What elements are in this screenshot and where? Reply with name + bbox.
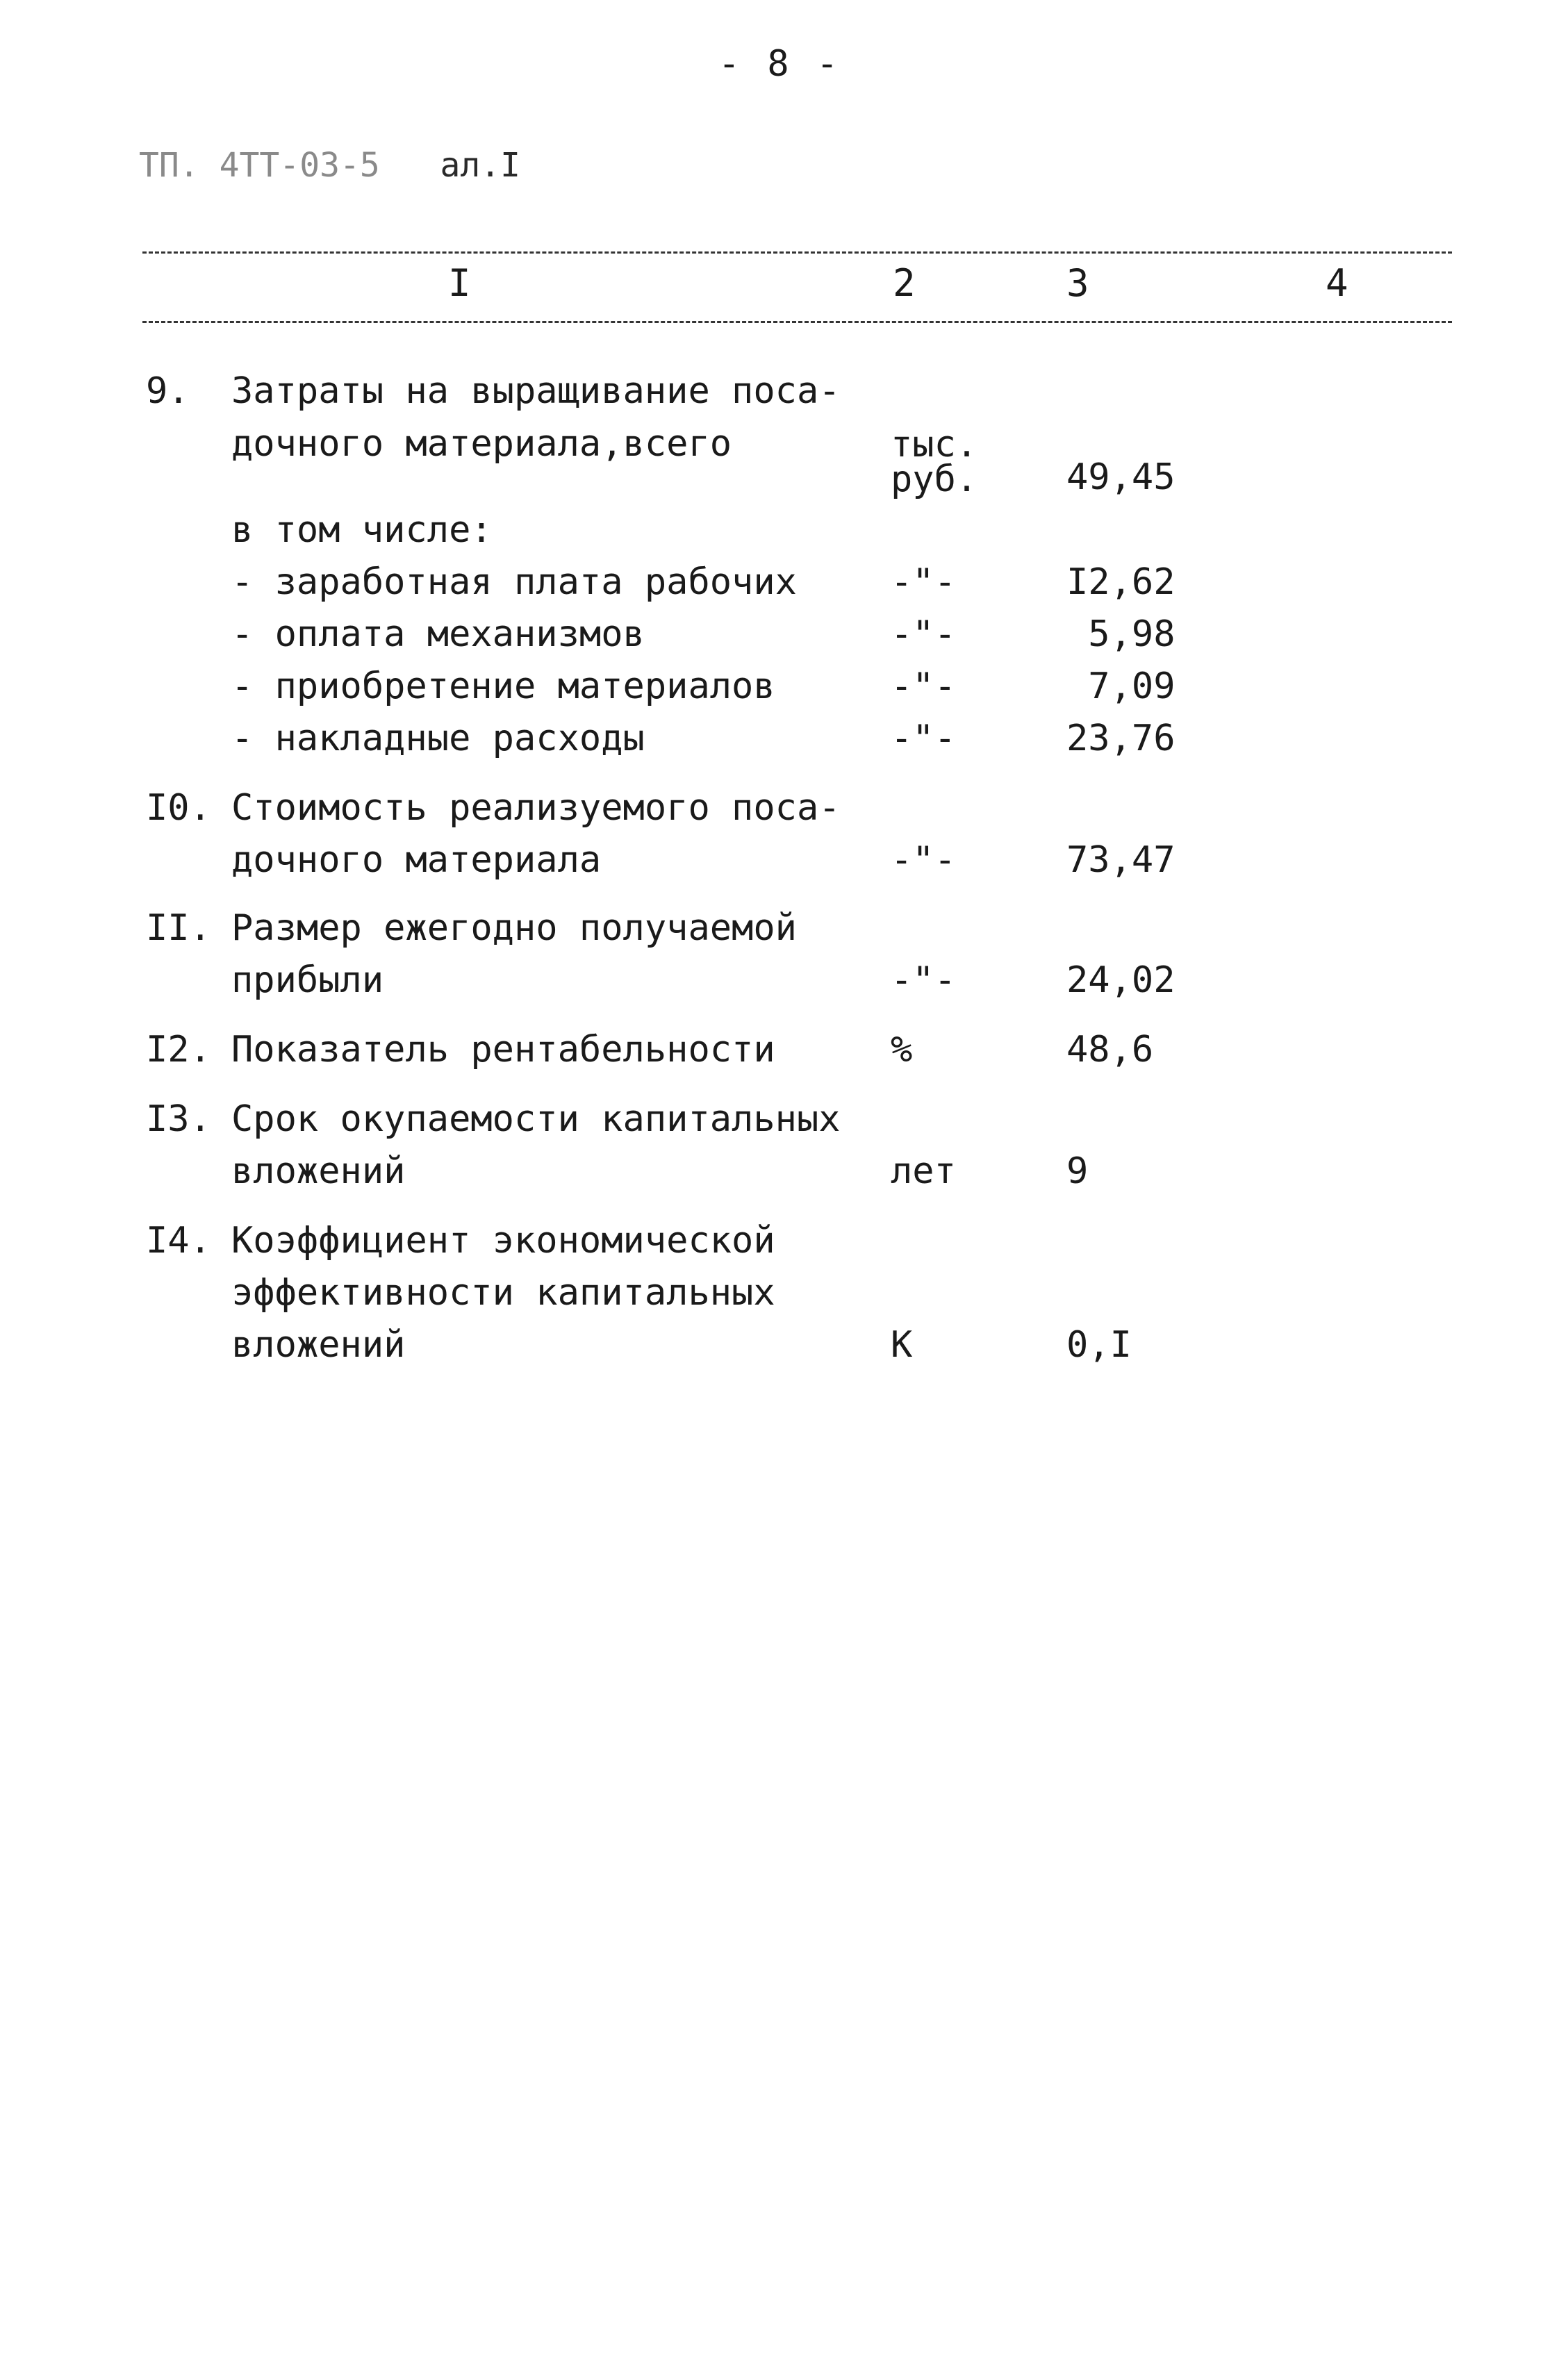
row-text: эффективности капитальных — [231, 1272, 775, 1314]
row-text: дочного материала,всего — [231, 423, 732, 465]
row-value: 7,09 — [1066, 666, 1176, 707]
row-text: - заработная плата рабочих — [231, 561, 797, 603]
page-number: - 8 - — [718, 43, 841, 85]
table-header-rule — [142, 321, 1452, 323]
row-value: 9 — [1066, 1150, 1089, 1192]
row-value: 24,02 — [1066, 959, 1176, 1001]
document-code — [139, 146, 520, 185]
column-header-2: 2 — [893, 261, 916, 305]
document-code-suffix: ал.I — [440, 146, 521, 185]
row-unit: -"- — [891, 718, 956, 759]
sub-header: в том числе: — [231, 509, 493, 551]
row-number: I3. — [146, 1098, 211, 1140]
row-text: - приобретение материалов — [231, 666, 775, 707]
row-text: Стоимость реализуемого поса- — [231, 787, 841, 829]
row-text: вложений — [231, 1150, 406, 1192]
row-text: прибыли — [231, 959, 384, 1001]
row-text: Размер ежегодно получаемой — [231, 907, 797, 949]
row-text: дочного материала — [231, 839, 602, 881]
row-unit: -"- — [891, 613, 956, 655]
row-value: 23,76 — [1066, 718, 1176, 759]
row-unit: -"- — [891, 959, 956, 1001]
row-value: 48,6 — [1066, 1029, 1154, 1071]
row-value: 49,45 — [1066, 456, 1176, 498]
row-value: 0,I — [1066, 1324, 1132, 1366]
row-number: I2. — [146, 1029, 211, 1071]
row-text: - накладные расходы — [231, 718, 645, 759]
row-unit: -"- — [891, 666, 956, 707]
row-value: I2,62 — [1066, 561, 1176, 603]
row-number: I4. — [146, 1220, 211, 1262]
row-text: Показатель рентабельности — [231, 1029, 775, 1071]
table-top-rule — [142, 251, 1452, 254]
row-unit: % — [891, 1029, 913, 1071]
row-unit: тыс. руб. — [891, 424, 978, 500]
row-unit: лет — [891, 1150, 956, 1192]
column-header-1: I — [448, 261, 471, 305]
row-number: I0. — [146, 787, 211, 829]
column-header-3: 3 — [1066, 261, 1089, 305]
document-code-faded: ТП. 4ТТ-03-5 — [139, 146, 380, 185]
row-text: Коэффициент экономической — [231, 1220, 775, 1262]
row-unit: -"- — [891, 561, 956, 603]
row-unit: К — [891, 1324, 913, 1366]
row-text: вложений — [231, 1324, 406, 1366]
row-value: 5,98 — [1066, 613, 1176, 655]
row-unit: -"- — [891, 839, 956, 881]
row-number: II. — [146, 907, 211, 949]
column-header-4: 4 — [1326, 261, 1348, 305]
row-text: - оплата механизмов — [231, 613, 645, 655]
row-text: Срок окупаемости капитальных — [231, 1098, 841, 1140]
row-text: Затраты на выращивание поса- — [231, 370, 841, 412]
row-value: 73,47 — [1066, 839, 1176, 881]
row-number: 9. — [146, 370, 190, 412]
